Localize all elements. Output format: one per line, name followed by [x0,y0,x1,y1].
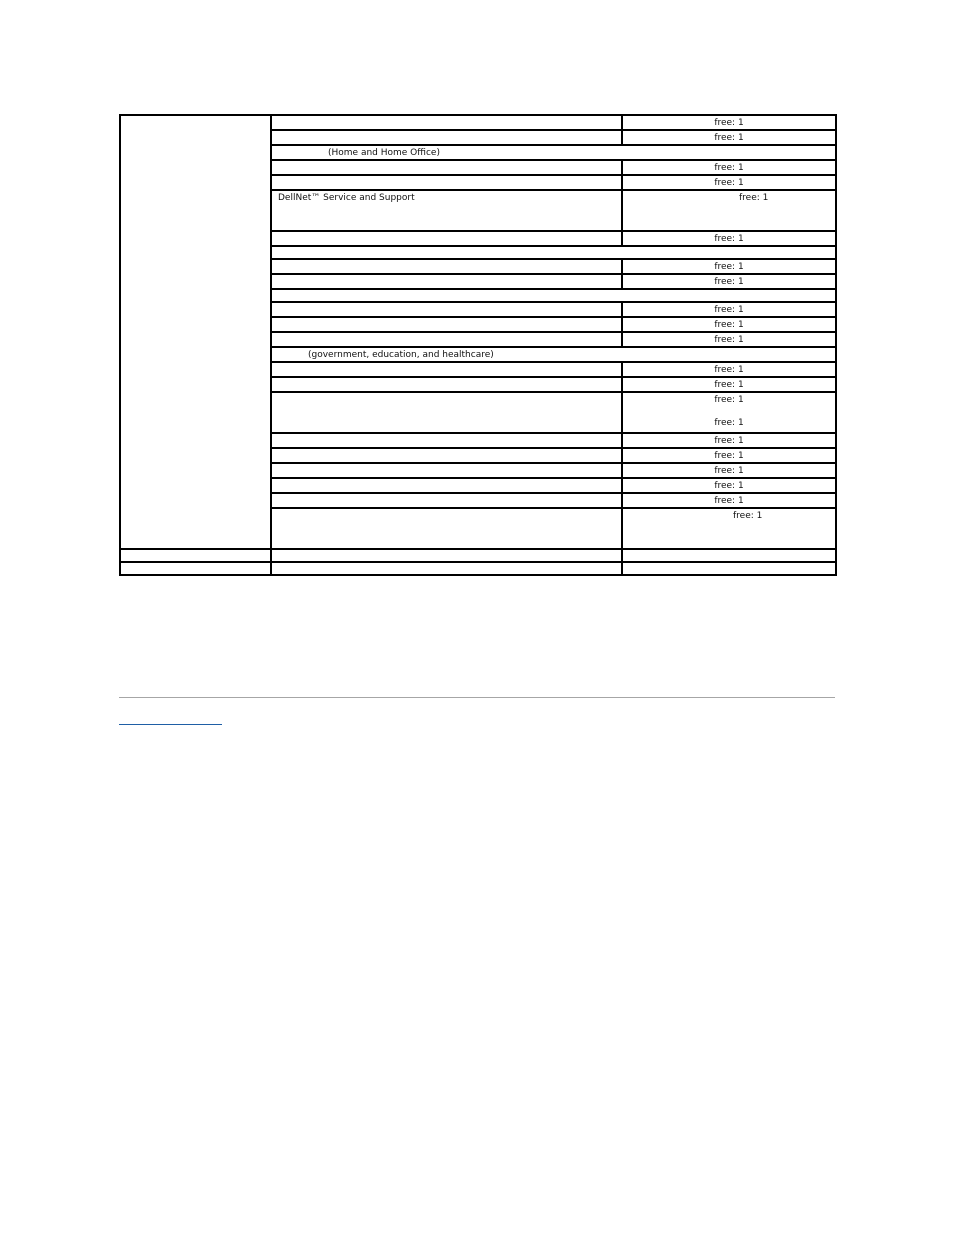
phone-number: free: 1 [622,160,836,175]
service-label [271,448,622,463]
service-label [271,433,622,448]
horizontal-divider [119,697,835,698]
section-heading [271,246,836,259]
phone-number [622,562,836,575]
phone-number: free: 1 [622,508,836,549]
service-label [271,377,622,392]
service-label [271,274,622,289]
back-to-contents-link[interactable] [119,714,222,725]
service-label: DellNet™ Service and Support [271,190,622,231]
phone-number: free: 1 [714,418,744,428]
phone-number: free: 1 [622,493,836,508]
service-label [271,508,622,549]
section-heading [271,289,836,302]
service-label [271,231,622,246]
phone-number: free: 1 [622,332,836,347]
country-cell [120,562,271,575]
service-label [271,362,622,377]
phone-number: free: 1 [622,175,836,190]
phone-number: free: 1 [622,377,836,392]
phone-number: free: 1 [622,433,836,448]
service-label [271,549,622,562]
service-label [271,562,622,575]
service-label [271,332,622,347]
phone-number: free: 1 [622,317,836,332]
phone-number: free: 1 [622,302,836,317]
phone-number [622,549,836,562]
phone-number: free: 1 [622,259,836,274]
phone-number: free: 1 [622,190,836,231]
phone-number: free: 1 [622,115,836,130]
table-row [120,549,836,562]
service-label [271,302,622,317]
country-cell [120,115,271,549]
phone-number: free: 1 [622,463,836,478]
service-label [271,463,622,478]
phone-number: free: 1 [622,362,836,377]
service-label [271,493,622,508]
service-label [271,317,622,332]
table-row [120,115,836,130]
phone-number: free: 1 [622,130,836,145]
service-label [271,392,622,433]
phone-number: free: 1 [622,231,836,246]
phone-number-group [622,392,836,433]
service-label [271,160,622,175]
section-heading: (government, education, and healthcare) [271,347,836,362]
service-label [271,115,622,130]
phone-number: free: 1 [714,395,744,405]
service-label [271,259,622,274]
section-heading: (Home and Home Office) [271,145,836,160]
service-label [271,130,622,145]
country-cell [120,549,271,562]
phone-number: free: 1 [622,448,836,463]
contact-table [119,114,837,576]
phone-number: free: 1 [622,478,836,493]
service-label [271,175,622,190]
phone-number: free: 1 [622,274,836,289]
table-row [120,562,836,575]
service-label [271,478,622,493]
